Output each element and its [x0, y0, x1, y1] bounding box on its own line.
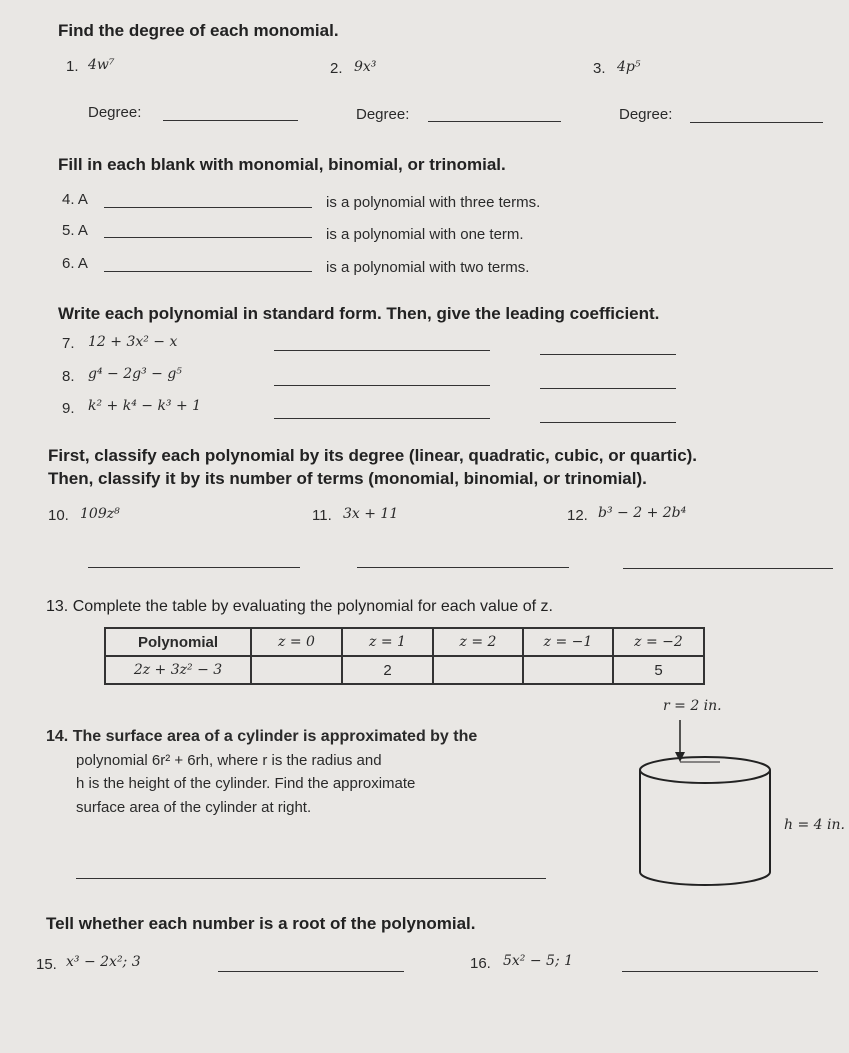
item-text: is a polynomial with two terms.	[326, 259, 530, 276]
classification-blank[interactable]	[88, 567, 300, 568]
polynomial-expression: k² + k⁴ − k³ + 1	[88, 398, 202, 414]
item-number: 6. A	[62, 255, 88, 272]
question-14-line-2: polynomial 6r² + 6rh, where r is the radius and	[76, 752, 382, 769]
degree-label: Degree:	[619, 106, 673, 123]
item-number: 3.	[593, 60, 606, 77]
question-14-line-1: 14. The surface area of a cylinder is approximated by the	[46, 728, 478, 745]
question-14-line-3: h is the height of the cylinder. Find the approximate	[76, 775, 416, 792]
section-heading-fill-in: Fill in each blank with monomial, binomial, or trinomial.	[58, 155, 506, 174]
degree-label: Degree:	[88, 104, 142, 121]
item-text: is a polynomial with three terms.	[326, 194, 541, 211]
item-number: 15.	[36, 956, 57, 973]
fill-in-blank[interactable]	[104, 271, 312, 272]
item-number: 9.	[62, 400, 75, 417]
degree-answer-blank[interactable]	[163, 120, 298, 121]
item-number: 10.	[48, 507, 69, 524]
section-heading-standard-form: Write each polynomial in standard form. Then, give the leading coefficient.	[58, 304, 660, 323]
table-cell-answer[interactable]	[251, 656, 342, 684]
table-cell-answer: 2	[342, 656, 433, 684]
item-number: 1.	[66, 58, 79, 75]
table-cell-answer[interactable]	[433, 656, 523, 684]
table-header-polynomial: Polynomial	[105, 628, 251, 656]
root-answer-blank[interactable]	[622, 971, 818, 972]
item-number: 16.	[470, 955, 491, 972]
item-text: is a polynomial with one term.	[326, 226, 524, 243]
surface-area-answer-blank[interactable]	[76, 878, 546, 879]
question-13: 13. Complete the table by evaluating the polynomial for each value of z.	[46, 598, 553, 615]
item-number: 7.	[62, 335, 75, 352]
item-number: 4. A	[62, 191, 88, 208]
fill-in-blank[interactable]	[104, 207, 312, 208]
polynomial-expression: 3x + 11	[343, 506, 399, 522]
table-cell-answer[interactable]	[523, 656, 613, 684]
cylinder-diagram	[630, 712, 790, 892]
polynomial-expression: 12 + 3x² − x	[88, 334, 178, 350]
leading-coefficient-blank[interactable]	[540, 354, 676, 355]
item-number: 11.	[312, 507, 332, 524]
monomial-expression: 4p⁵	[617, 59, 641, 75]
polynomial-expression: 5x² − 5; 1	[503, 953, 574, 969]
degree-answer-blank[interactable]	[690, 122, 823, 123]
question-14-line-4: surface area of the cylinder at right.	[76, 799, 312, 816]
table-header-z: z = −2	[613, 628, 704, 656]
standard-form-blank[interactable]	[274, 385, 490, 386]
classification-blank[interactable]	[357, 567, 569, 568]
item-number: 12.	[567, 507, 588, 524]
table-header-z: z = −1	[523, 628, 613, 656]
section-heading-degree: Find the degree of each monomial.	[58, 21, 339, 40]
polynomial-expression: 109z⁸	[80, 506, 120, 522]
polynomial-expression: g⁴ − 2g³ − g⁵	[88, 366, 182, 382]
table-header-z: z = 1	[342, 628, 433, 656]
monomial-expression: 4w⁷	[88, 57, 115, 73]
polynomial-expression: x³ − 2x²; 3	[66, 954, 141, 970]
fill-in-blank[interactable]	[104, 237, 312, 238]
item-number: 2.	[330, 60, 343, 77]
degree-label: Degree:	[356, 106, 410, 123]
monomial-expression: 9x³	[354, 59, 377, 75]
item-number: 5. A	[62, 222, 88, 239]
table-header-z: z = 0	[251, 628, 342, 656]
root-answer-blank[interactable]	[218, 971, 404, 972]
leading-coefficient-blank[interactable]	[540, 422, 676, 423]
polynomial-expression: b³ − 2 + 2b⁴	[598, 505, 687, 521]
table-cell-polynomial: 2z + 3z² − 3	[105, 656, 251, 684]
section-heading-classify-2: Then, classify it by its number of terms (monomial, binomial, or trinomial).	[48, 469, 647, 488]
table-cell-answer: 5	[613, 656, 704, 684]
evaluation-table	[104, 627, 705, 685]
standard-form-blank[interactable]	[274, 418, 490, 419]
section-heading-roots: Tell whether each number is a root of the polynomial.	[46, 914, 476, 933]
section-heading-classify-1: First, classify each polynomial by its degree (linear, quadratic, cubic, or quartic).	[48, 446, 698, 465]
classification-blank[interactable]	[623, 568, 833, 569]
degree-answer-blank[interactable]	[428, 121, 561, 122]
leading-coefficient-blank[interactable]	[540, 388, 676, 389]
height-label: h = 4 in.	[784, 817, 845, 833]
standard-form-blank[interactable]	[274, 350, 490, 351]
radius-label: r = 2 in.	[663, 698, 722, 714]
table-header-z: z = 2	[433, 628, 523, 656]
item-number: 8.	[62, 368, 75, 385]
